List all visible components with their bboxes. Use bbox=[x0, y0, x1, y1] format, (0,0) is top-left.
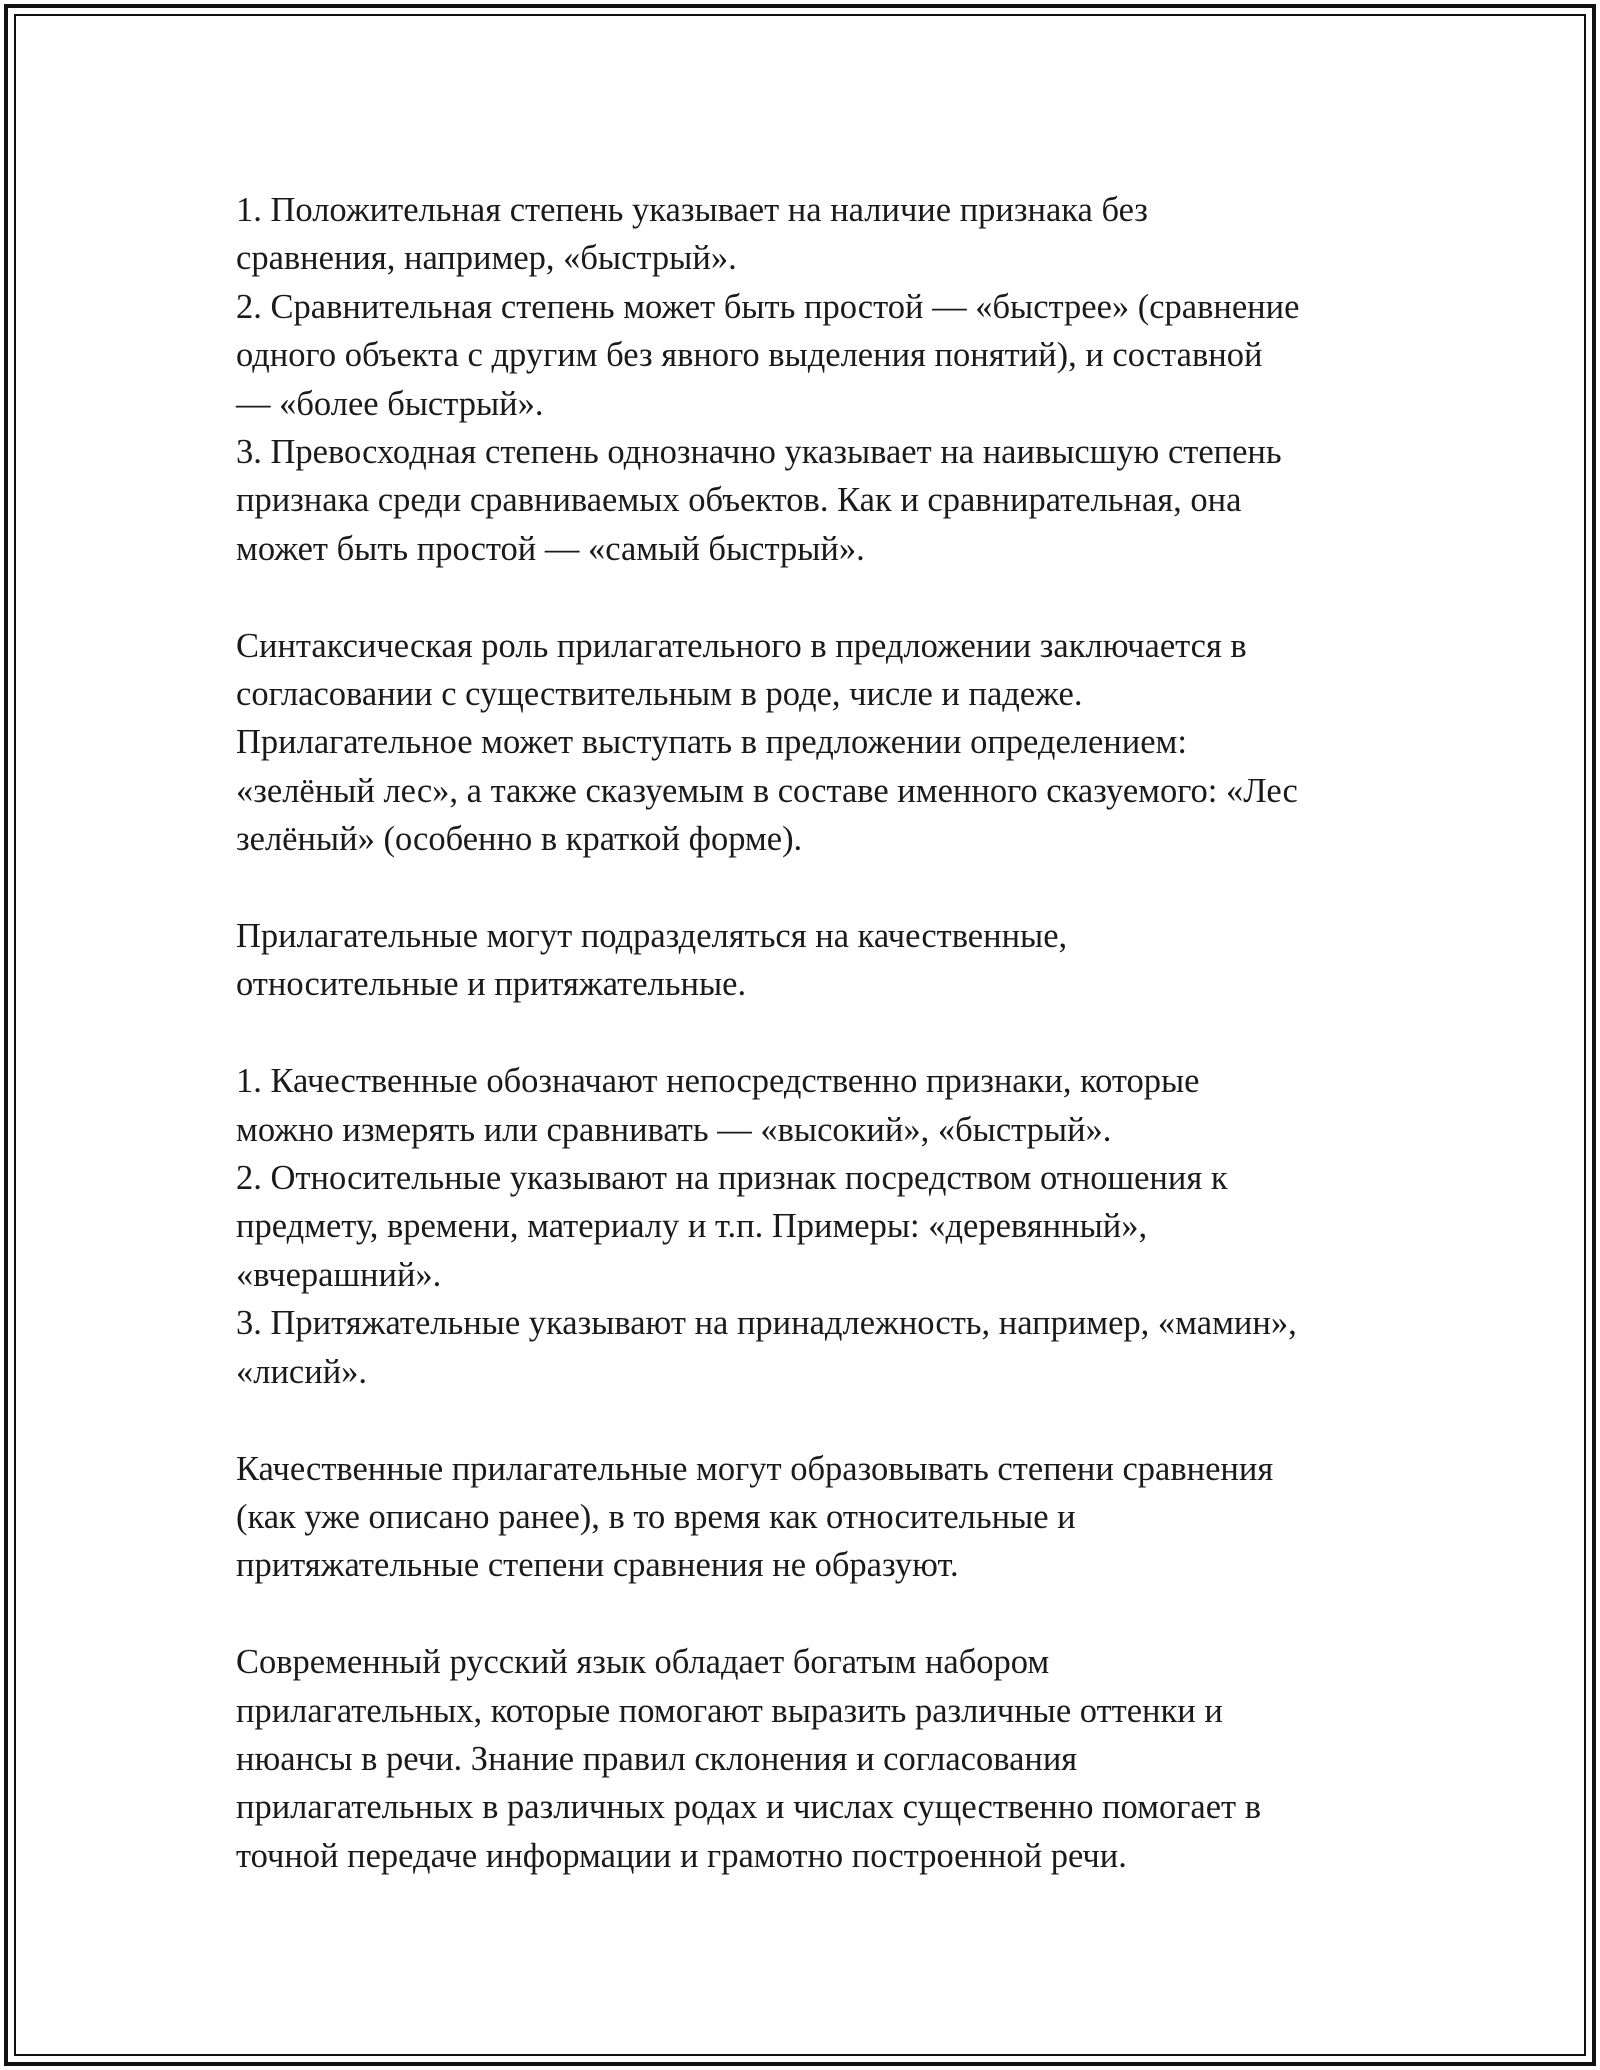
text-line: прилагательных в различных родах и числах существенно помогает в bbox=[236, 1788, 1261, 1827]
text-line: Современный русский язык обладает богатым набором bbox=[236, 1643, 1050, 1682]
document-body bbox=[236, 186, 1386, 1880]
paragraph-categories-list bbox=[236, 1057, 1386, 1396]
paragraph-conclusion bbox=[236, 1638, 1386, 1880]
text-line: — «более быстрый». bbox=[236, 384, 544, 423]
text-line: точной передаче информации и грамотно построенной речи. bbox=[236, 1836, 1127, 1875]
text-line: нюансы в речи. Знание правил склонения и согласования bbox=[236, 1739, 1078, 1778]
text-line: (как уже описано ранее), в то время как относительные и bbox=[236, 1497, 1076, 1536]
text-line: можно измерять или сравнивать — «высокий», «быстрый». bbox=[236, 1110, 1112, 1149]
paragraph-syntactic-role bbox=[236, 622, 1386, 864]
text-line: 2. Сравнительная степень может быть простой — «быстрее» (сравнение bbox=[236, 287, 1300, 326]
paragraph-degrees-of-comparison bbox=[236, 186, 1386, 573]
text-line: 3. Превосходная степень однозначно указывает на наивысшую степень bbox=[236, 433, 1282, 472]
text-line: 1. Положительная степень указывает на наличие признака без bbox=[236, 191, 1148, 229]
text-line: 1. Качественные обозначают непосредственно признаки, которые bbox=[236, 1062, 1200, 1101]
text-line: зелёный» (особенно в краткой форме). bbox=[236, 820, 803, 859]
text-line: Прилагательное может выступать в предложении определением: bbox=[236, 723, 1187, 762]
text-line: Синтаксическая роль прилагательного в предложении заключается в bbox=[236, 626, 1247, 665]
text-line: одного объекта с другим без явного выделения понятий), и составной bbox=[236, 336, 1263, 375]
text-line: притяжательные степени сравнения не образуют. bbox=[236, 1546, 959, 1585]
text-line: согласовании с существительным в роде, числе и падеже. bbox=[236, 675, 1083, 714]
paragraph-comparison-formation bbox=[236, 1445, 1386, 1590]
text-line: «зелёный лес», а также сказуемым в составе именного сказуемого: «Лес bbox=[236, 771, 1298, 810]
text-line: 2. Относительные указывают на признак посредством отношения к bbox=[236, 1159, 1228, 1198]
text-line: «лисий». bbox=[236, 1352, 368, 1391]
text-line: относительные и притяжательные. bbox=[236, 965, 747, 1004]
text-line: прилагательных, которые помогают выразить различные оттенки и bbox=[236, 1691, 1223, 1730]
text-line: Прилагательные могут подразделяться на качественные, bbox=[236, 917, 1068, 956]
text-line: Качественные прилагательные могут образовывать степени сравнения bbox=[236, 1449, 1274, 1488]
text-line: признака среди сравниваемых объектов. Как и сравнирательная, она bbox=[236, 481, 1242, 520]
text-line: предмету, времени, материалу и т.п. Примеры: «деревянный», bbox=[236, 1207, 1148, 1246]
text-line: сравнения, например, «быстрый». bbox=[236, 239, 737, 278]
text-line: «вчерашний». bbox=[236, 1255, 442, 1294]
text-line: 3. Притяжательные указывают на принадлежность, например, «мамин», bbox=[236, 1304, 1297, 1343]
text-line: может быть простой — «самый быстрый». bbox=[236, 529, 865, 568]
paragraph-classification bbox=[236, 912, 1386, 1009]
